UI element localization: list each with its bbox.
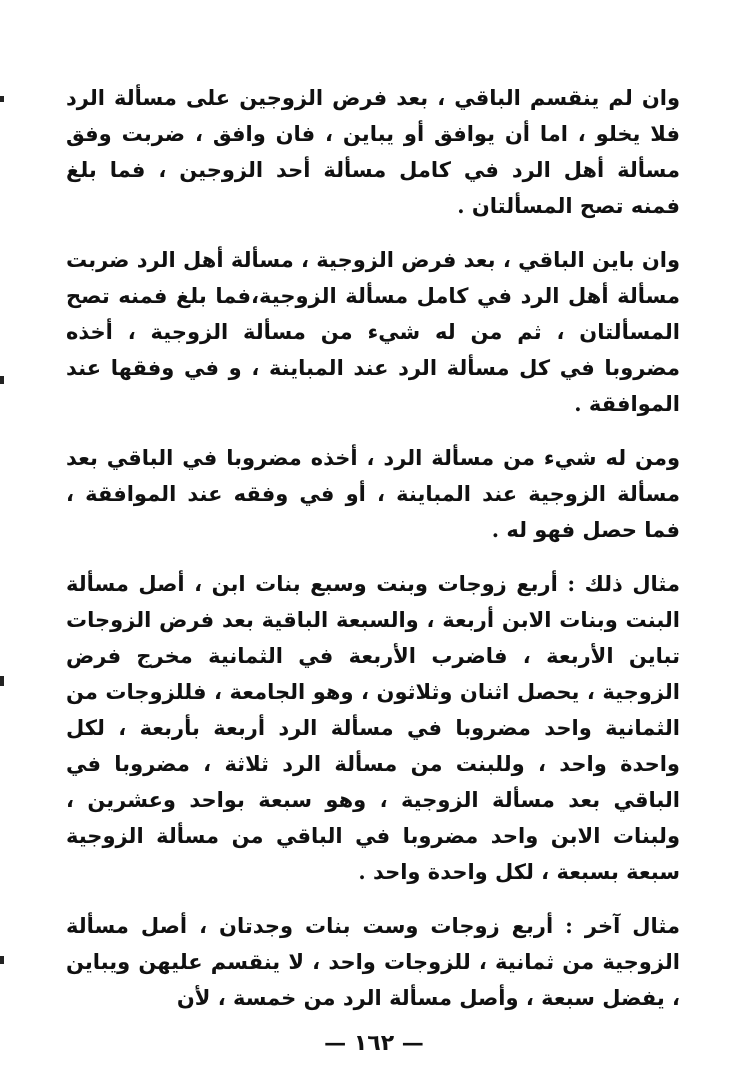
paragraph: ومن له شيء من مسألة الرد ، أخذه مضروبا في الباقي بعد مسألة الزوجية عند المباينة ، أو في وفقه عند الموافقة ، فما حصل فهو له .: [66, 445, 680, 542]
margin-mark: [0, 676, 4, 686]
paragraph: مثال آخر : أربع زوجات وست بنات وجدتان ، أصل مسألة الزوجية من ثمانية ، للزوجات واحد ، لا ينقسم عليهن ويباين ، يفضل سبعة ، وأصل مسألة الرد من خمسة ، لأن: [66, 913, 680, 1010]
margin-mark: [0, 376, 4, 384]
paragraph: مثال ذلك : أربع زوجات وبنت وسبع بنات ابن ، أصل مسألة البنت وبنات الابن أربعة ، والسبعة الباقية بعد فرض الزوجات تباين الأربعة ، فاضرب الأربعة في الثمانية مخرج فرض الزوجية ، يحصل اثنان وثلاثون ، وهو الجامعة ، فللزوجات من الثمانية واحد مضروبا في مسألة الرد أربعة بأربعة ، لكل واحدة واحد ، وللبنت من مسألة الرد ثلاثة ، مضروبا في الباقي بعد مسألة الزوجية ، وهو سبعة بواحد وعشرين ، ولبنات الابن واحد مضروبا في الباقي من مسألة الزوجية سبعة بسبعة ، لكل واحدة واحد .: [66, 571, 680, 884]
margin-mark: [0, 96, 4, 102]
paragraph: وان باين الباقي ، بعد فرض الزوجية ، مسألة أهل الرد ضربت مسألة أهل الرد في كامل مسألة الزوجية،فما بلغ فمنه تصح المسألتان ، ثم من له شيء من مسألة الزوجية ، أخذه مضروبا في كل مسألة الرد عند المباينة ، و في وفقها عند الموافقة .: [66, 247, 680, 416]
page-number: — ١٦٢ —: [324, 1030, 424, 1056]
body-text: [66, 80, 680, 1034]
paragraph: وان لم ينقسم الباقي ، بعد فرض الزوجين على مسألة الرد فلا يخلو ، اما أن يوافق أو يباين ، فان وافق ، ضربت وفق مسألة أهل الرد في كامل مسألة أحد الزوجين ، فما بلغ فمنه تصح المسألتان .: [66, 85, 680, 218]
margin-mark: [0, 956, 4, 964]
